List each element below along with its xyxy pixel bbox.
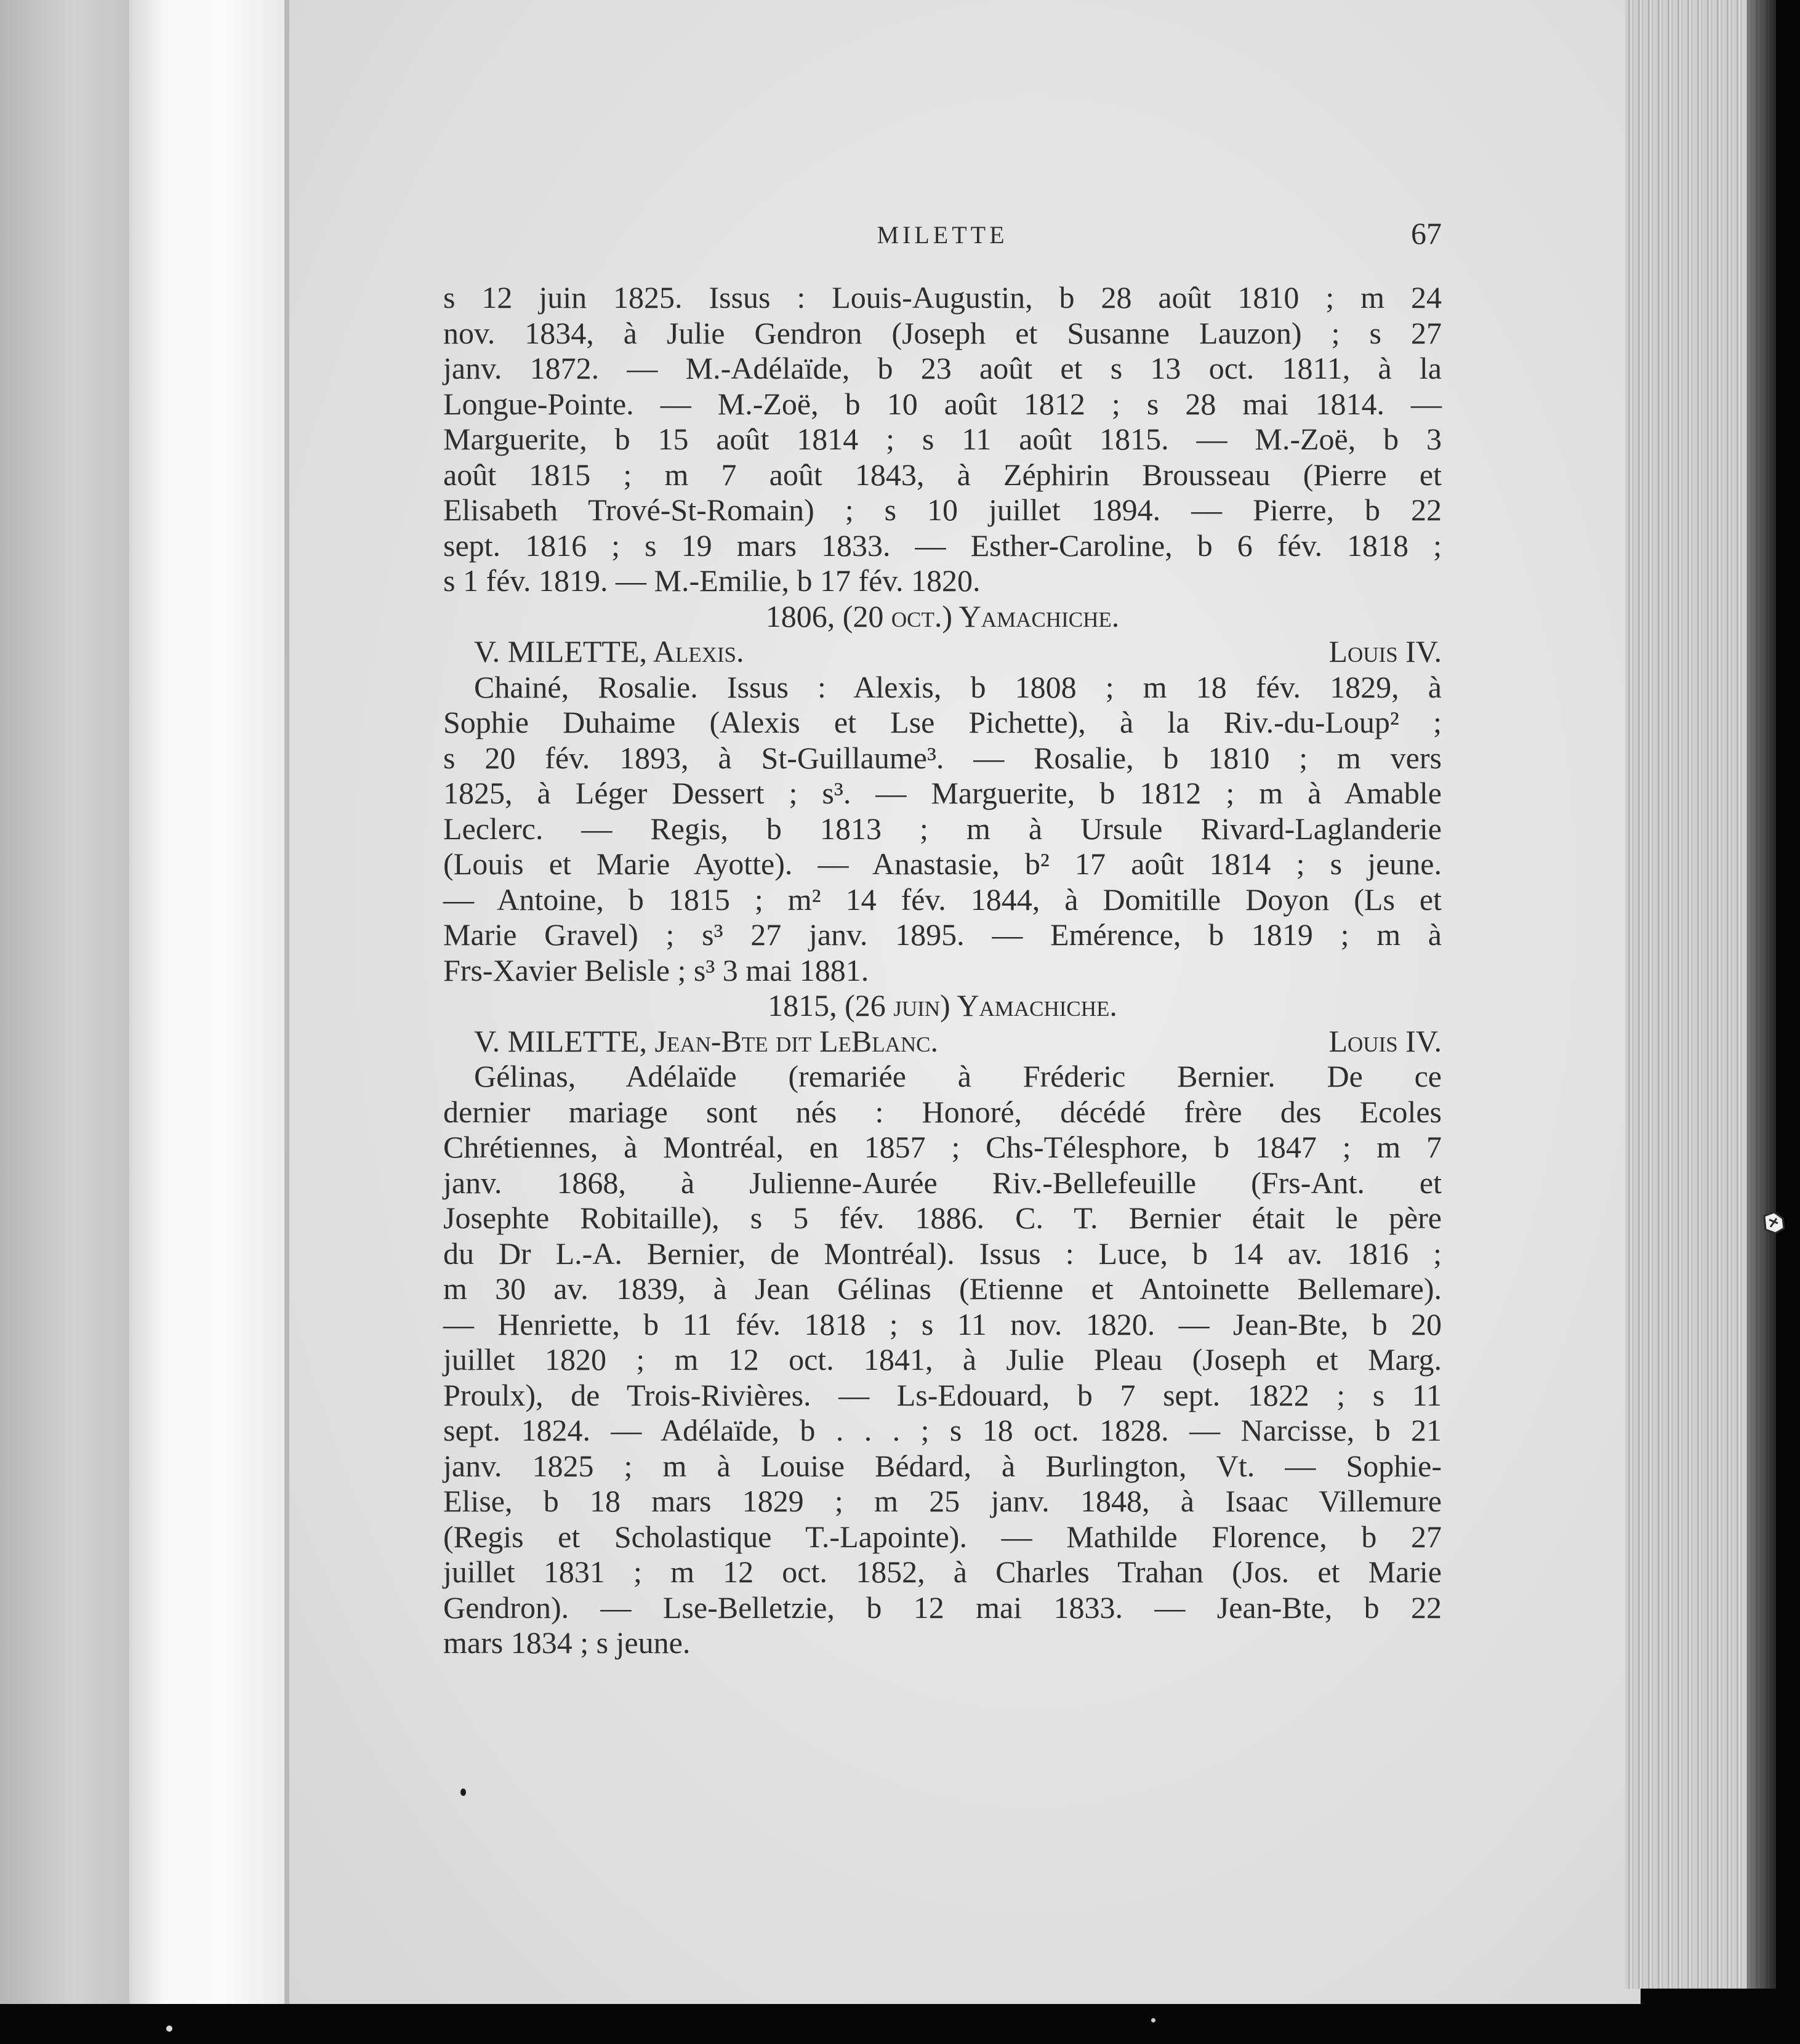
text-line <box>443 1555 1442 1590</box>
marriage-date-place: 1815, (26 juin) Yamachiche. <box>768 988 1117 1023</box>
text-line <box>443 953 1442 989</box>
previous-page-edge <box>0 0 132 2007</box>
line-text: s 20 fév. 1893, à St-Guillaume³. — Rosalie, b 1810 ; m vers <box>443 740 1442 775</box>
line-text: (Louis et Marie Ayotte). — Anastasie, b² 17 août 1814 ; s jeune. <box>443 847 1442 881</box>
text-line <box>443 1095 1442 1130</box>
page-number: 67 <box>1411 216 1442 251</box>
text-line <box>443 670 1442 706</box>
entry-name: V. MILETTE, Alexis. <box>474 634 744 669</box>
entry-parent: Louis IV. <box>1328 634 1442 669</box>
text-line <box>443 1378 1442 1414</box>
text-line <box>443 1271 1442 1307</box>
ink-speck <box>460 1788 466 1796</box>
gutter-strip <box>129 0 286 2007</box>
text-line <box>443 387 1442 422</box>
line-text: Frs-Xavier Belisle ; s³ 3 mai 1881. <box>443 952 869 988</box>
line-text: Chainé, Rosalie. Issus : Alexis, b 1808 ; m 18 fév. 1829, à <box>474 669 1442 704</box>
line-text: août 1815 ; m 7 août 1843, à Zéphirin Brousseau (Pierre et <box>443 457 1442 492</box>
line-text: m 30 av. 1839, à Jean Gélinas (Etienne et Antoinette Bellemare). <box>443 1271 1442 1306</box>
text-line <box>443 1165 1442 1201</box>
line-text: nov. 1834, à Julie Gendron (Joseph et Susanne Lauzon) ; s 27 <box>443 315 1442 350</box>
text-line <box>443 528 1442 564</box>
text-line <box>443 917 1442 953</box>
line-text: janv. 1868, à Julienne-Aurée Riv.-Bellefeuille (Frs-Ant. et <box>443 1165 1442 1200</box>
text-line <box>443 563 1442 599</box>
running-head <box>443 215 1442 252</box>
line-text: Longue-Pointe. — M.-Zoë, b 10 août 1812 ; s 28 mai 1814. — <box>443 386 1442 421</box>
line-text: sept. 1824. — Adélaïde, b . . . ; s 18 oct. 1828. — Narcisse, b 21 <box>443 1413 1442 1447</box>
entry-name: V. MILETTE, Jean-Bte dit LeBlanc. <box>474 1023 938 1058</box>
ink-speck <box>1151 2018 1155 2022</box>
line-text: Marguerite, b 15 août 1814 ; s 11 août 1815. — M.-Zoë, b 3 <box>443 422 1442 456</box>
line-text: Elise, b 18 mars 1829 ; m 25 janv. 1848, à Isaac Villemure <box>443 1484 1442 1518</box>
text-line <box>443 847 1442 882</box>
line-text: 1825, à Léger Dessert ; s³. — Marguerite, b 1812 ; m à Amable <box>443 776 1442 810</box>
text-line <box>443 811 1442 847</box>
line-text: du Dr L.-A. Bernier, de Montréal). Issus : Luce, b 14 av. 1816 ; <box>443 1236 1442 1271</box>
line-text: Leclerc. — Regis, b 1813 ; m à Ursule Rivard-Laglanderie <box>443 811 1442 846</box>
text-line <box>443 882 1442 918</box>
text-line <box>443 1413 1442 1449</box>
line-text: janv. 1825 ; m à Louise Bédard, à Burlington, Vt. — Sophie- <box>443 1448 1442 1483</box>
line-text: janv. 1872. — M.-Adélaïde, b 23 août et s 13 oct. 1811, à la <box>443 351 1442 385</box>
text-line <box>443 493 1442 528</box>
text-line <box>443 1201 1442 1236</box>
text-line <box>443 705 1442 741</box>
text-line <box>443 1130 1442 1165</box>
entry-heading <box>443 1024 1442 1060</box>
running-title: MILETTE <box>877 221 1008 249</box>
line-text: Chrétiennes, à Montréal, en 1857 ; Chs-Télesphore, b 1847 ; m 7 <box>443 1130 1442 1164</box>
text-line <box>443 351 1442 387</box>
line-text: sept. 1816 ; s 19 mars 1833. — Esther-Caroline, b 6 fév. 1818 ; <box>443 528 1442 563</box>
text-line <box>443 316 1442 352</box>
text-line <box>443 1342 1442 1378</box>
text-line <box>443 422 1442 457</box>
text-line <box>443 1519 1442 1555</box>
line-text: juillet 1820 ; m 12 oct. 1841, à Julie Pleau (Joseph et Marg. <box>443 1342 1442 1377</box>
line-text: Elisabeth Trové-St-Romain) ; s 10 juillet 1894. — Pierre, b 22 <box>443 493 1442 527</box>
fore-edge-shadow <box>1747 0 1776 1989</box>
marriage-date-place: 1806, (20 oct.) Yamachiche. <box>765 598 1120 634</box>
line-text: Proulx), de Trois-Rivières. — Ls-Edouard, b 7 sept. 1822 ; s 11 <box>443 1377 1442 1412</box>
text-line <box>443 1236 1442 1272</box>
line-text: Gélinas, Adélaïde (remariée à Fréderic Bernier. De ce <box>474 1059 1442 1093</box>
line-text: — Henriette, b 11 fév. 1818 ; s 11 nov. 1820. — Jean-Bte, b 20 <box>443 1306 1442 1342</box>
line-text: s 1 fév. 1819. — M.-Emilie, b 17 fév. 1820. <box>443 563 981 598</box>
line-text: s 12 juin 1825. Issus : Louis-Augustin, b 28 août 1810 ; m 24 <box>443 280 1442 315</box>
line-text: dernier mariage sont nés : Honoré, décédé frère des Ecoles <box>443 1094 1442 1129</box>
text-line <box>443 457 1442 493</box>
text-line <box>443 1590 1442 1626</box>
line-text: Marie Gravel) ; s³ 27 janv. 1895. — Emérence, b 1819 ; m à <box>443 917 1442 952</box>
gutter-line <box>284 0 289 2007</box>
sticker-mark-icon <box>1761 1210 1786 1236</box>
text-line <box>443 1625 1442 1661</box>
genealogy-text <box>443 280 1442 1661</box>
text-line <box>443 1059 1442 1095</box>
entry-parent: Louis IV. <box>1328 1023 1442 1058</box>
text-line <box>443 1307 1442 1343</box>
line-text: Sophie Duhaime (Alexis et Lse Pichette), à la Riv.-du-Loup² ; <box>443 705 1442 739</box>
line-text: Josephte Robitaille), s 5 fév. 1886. C. T. Bernier était le père <box>443 1201 1442 1235</box>
entry-heading <box>443 634 1442 670</box>
text-line <box>443 1449 1442 1484</box>
line-text: (Regis et Scholastique T.-Lapointe). — Mathilde Florence, b 27 <box>443 1519 1442 1554</box>
text-line <box>443 741 1442 776</box>
line-text: juillet 1831 ; m 12 oct. 1852, à Charles Trahan (Jos. et Marie <box>443 1555 1442 1589</box>
text-line <box>443 280 1442 316</box>
line-text: mars 1834 ; s jeune. <box>443 1625 691 1660</box>
ink-speck <box>166 2026 172 2032</box>
text-line <box>443 1484 1442 1519</box>
marriage-heading <box>443 599 1442 635</box>
text-line <box>443 776 1442 811</box>
scan-bottom-band <box>0 2004 1800 2044</box>
marriage-heading <box>443 988 1442 1024</box>
line-text: — Antoine, b 1815 ; m² 14 fév. 1844, à Domitille Doyon (Ls et <box>443 882 1442 917</box>
line-text: Gendron). — Lse-Belletzie, b 12 mai 1833. — Jean-Bte, b 22 <box>443 1590 1442 1625</box>
